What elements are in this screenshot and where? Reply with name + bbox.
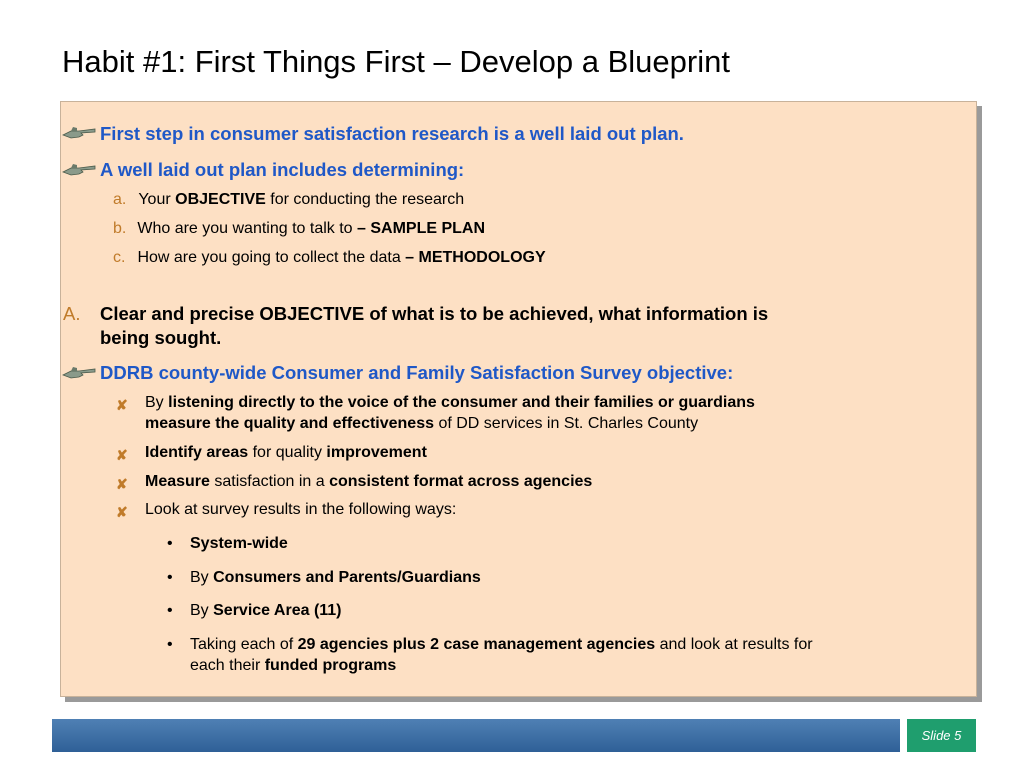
list-marker: b.: [113, 220, 127, 237]
dot-bullet: •: [167, 569, 173, 586]
way-consumers-parents: By Consumers and Parents/Guardians: [190, 569, 481, 586]
plan-item-sample: b. Who are you wanting to talk to – SAMPLE PLAN: [113, 220, 486, 237]
bullet-plan-includes: A well laid out plan includes determining:: [100, 159, 465, 180]
slide-number-badge: Slide 5: [907, 719, 976, 752]
x-bullet-icon: ✘: [116, 447, 128, 463]
pointing-hand-icon: [61, 123, 97, 143]
plan-item-methodology: c. How are you going to collect the data – METHODOLOGY: [113, 249, 546, 266]
objective-listening-line1: By listening directly to the voice of the consumer and their families or guardians: [145, 394, 755, 411]
objective-heading: DDRB county-wide Consumer and Family Satisfaction Survey objective:: [100, 362, 734, 383]
objective-look-at-results: Look at survey results in the following ways:: [145, 501, 457, 518]
x-bullet-icon: ✘: [116, 476, 128, 492]
dot-bullet: •: [167, 535, 173, 552]
way-agencies-line1: Taking each of 29 agencies plus 2 case management agencies and look at results for: [190, 636, 813, 653]
x-bullet-icon: ✘: [116, 504, 128, 520]
section-a-line2: being sought.: [100, 327, 222, 348]
list-marker: c.: [113, 249, 126, 266]
way-service-area: By Service Area (11): [190, 602, 342, 619]
objective-identify-areas: Identify areas for quality improvement: [145, 444, 427, 461]
pointing-hand-icon: [61, 363, 97, 383]
dot-bullet: •: [167, 636, 173, 653]
plan-item-objective: a. Your OBJECTIVE for conducting the research: [113, 191, 465, 208]
slide-title: Habit #1: First Things First – Develop a Blueprint: [62, 44, 730, 79]
objective-measure: Measure satisfaction in a consistent format across agencies: [145, 473, 593, 490]
way-system-wide: System-wide: [190, 535, 288, 552]
list-marker: a.: [113, 191, 127, 208]
x-bullet-icon: ✘: [116, 397, 128, 413]
content-panel: [60, 101, 977, 697]
section-a-line1: Clear and precise OBJECTIVE of what is to be achieved, what information is: [100, 303, 769, 324]
dot-bullet: •: [167, 602, 173, 619]
bullet-consumer-research: First step in consumer satisfaction research is a well laid out plan.: [100, 123, 684, 144]
pointing-hand-icon: [61, 160, 97, 180]
section-marker: A.: [63, 303, 81, 324]
footer-bar: [52, 719, 900, 752]
way-agencies-line2: each their funded programs: [190, 657, 397, 674]
objective-listening-line2: measure the quality and effectiveness of DD services in St. Charles County: [145, 415, 699, 432]
